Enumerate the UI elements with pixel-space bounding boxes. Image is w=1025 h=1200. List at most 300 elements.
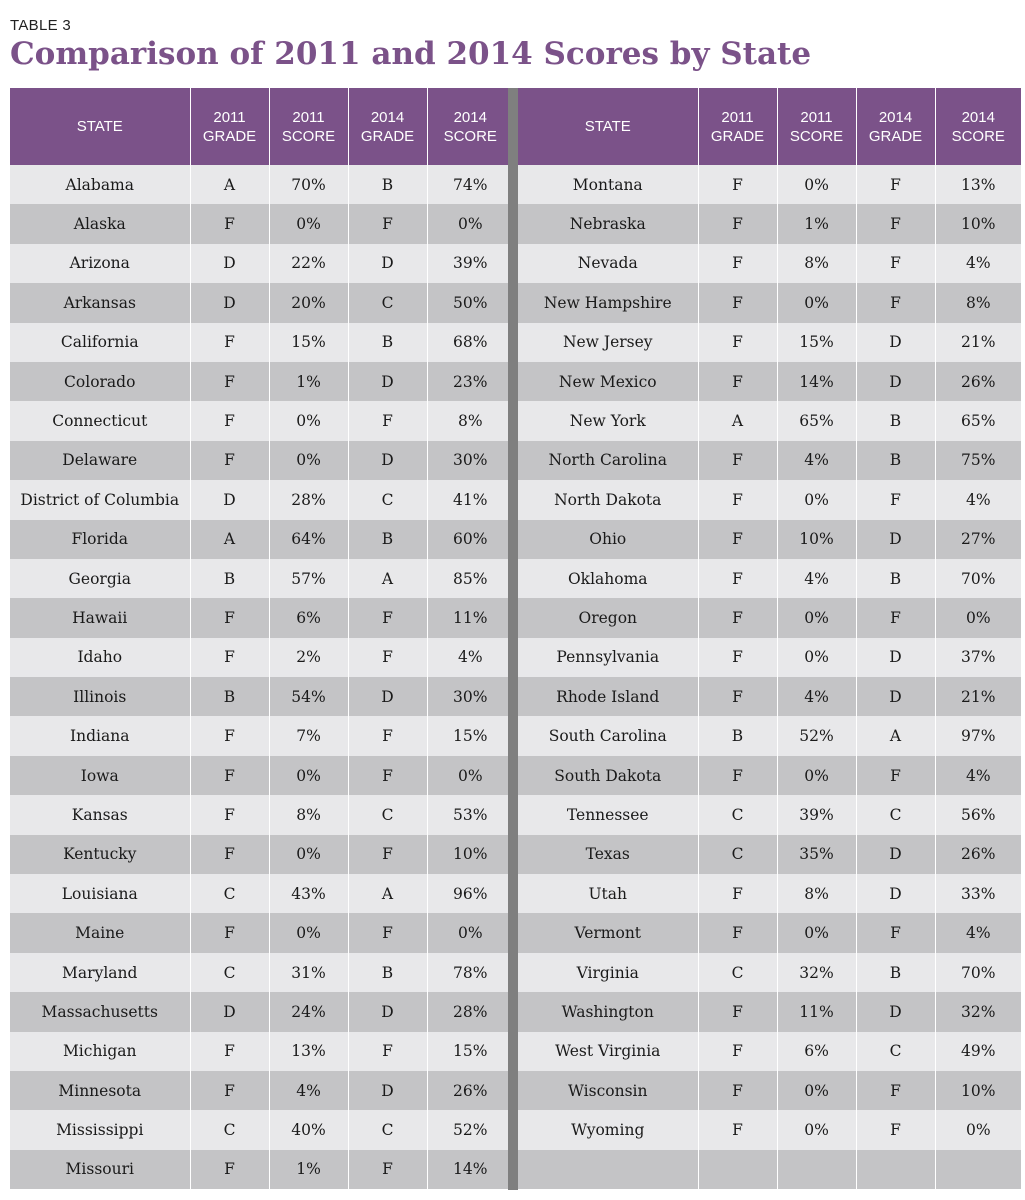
grade-2011-cell: F <box>190 756 269 795</box>
score-2011-cell: 10% <box>777 520 856 559</box>
score-2014-cell: 50% <box>427 283 513 322</box>
grade-2011-cell: F <box>698 441 777 480</box>
state-cell: Nevada <box>518 244 698 283</box>
state-cell: Tennessee <box>518 795 698 834</box>
score-2014-cell: 41% <box>427 480 513 519</box>
state-cell: Vermont <box>518 913 698 952</box>
grade-2011-cell: F <box>190 716 269 755</box>
score-2011-cell: 0% <box>777 1110 856 1149</box>
score-2014-cell: 39% <box>427 244 513 283</box>
score-2014-cell: 33% <box>935 874 1021 913</box>
column-divider <box>508 88 518 1190</box>
header-row <box>518 88 1021 165</box>
score-2011-cell: 8% <box>777 874 856 913</box>
score-2014-cell: 8% <box>935 283 1021 322</box>
grade-2014-cell: C <box>348 480 427 519</box>
table-row <box>10 1071 513 1110</box>
grade-2014-cell: F <box>348 716 427 755</box>
state-cell: Arkansas <box>10 283 190 322</box>
state-cell: Alaska <box>10 204 190 243</box>
score-2011-cell: 0% <box>269 756 348 795</box>
table-row <box>518 480 1021 519</box>
score-2011-cell: 43% <box>269 874 348 913</box>
table-row <box>518 716 1021 755</box>
state-cell: West Virginia <box>518 1032 698 1071</box>
score-2011-cell: 64% <box>269 520 348 559</box>
score-2011-cell: 0% <box>269 913 348 952</box>
score-2014-cell: 10% <box>935 1071 1021 1110</box>
score-2014-cell: 15% <box>427 716 513 755</box>
grade-2014-cell: D <box>348 677 427 716</box>
score-2011-cell: 15% <box>269 323 348 362</box>
score-2014-cell: 23% <box>427 362 513 401</box>
score-2011-cell: 31% <box>269 953 348 992</box>
score-2011-cell: 0% <box>269 401 348 440</box>
score-2011-cell: 22% <box>269 244 348 283</box>
table-row <box>10 204 513 243</box>
table-row <box>518 795 1021 834</box>
score-2011-cell: 4% <box>777 677 856 716</box>
table-row <box>518 323 1021 362</box>
grade-2014-cell: C <box>856 1032 935 1071</box>
grade-2011-cell: F <box>190 1071 269 1110</box>
score-2011-cell: 0% <box>777 913 856 952</box>
table-row <box>518 244 1021 283</box>
score-2014-cell: 10% <box>427 835 513 874</box>
grade-2014-cell <box>856 1150 935 1189</box>
score-2014-cell: 26% <box>935 835 1021 874</box>
score-2011-cell: 24% <box>269 992 348 1031</box>
table-row <box>10 638 513 677</box>
table-row <box>10 953 513 992</box>
grade-2014-cell: C <box>348 283 427 322</box>
score-2011-cell: 8% <box>269 795 348 834</box>
score-2011-cell: 6% <box>269 598 348 637</box>
score-2014-cell: 0% <box>427 913 513 952</box>
state-cell: New Hampshire <box>518 283 698 322</box>
score-2014-cell: 8% <box>427 401 513 440</box>
score-2014-cell: 0% <box>935 1110 1021 1149</box>
grade-2011-cell: F <box>698 992 777 1031</box>
score-2014-cell: 14% <box>427 1150 513 1189</box>
table-row <box>518 401 1021 440</box>
score-2011-cell: 65% <box>777 401 856 440</box>
state-cell: Utah <box>518 874 698 913</box>
score-2011-cell: 15% <box>777 323 856 362</box>
header-2014-grade: 2014 GRADE <box>348 88 427 165</box>
grade-2014-cell: F <box>348 913 427 952</box>
score-2014-cell: 37% <box>935 638 1021 677</box>
score-2014-cell: 4% <box>427 638 513 677</box>
score-2014-cell: 75% <box>935 441 1021 480</box>
table-row <box>10 401 513 440</box>
header-2011-score: 2011 SCORE <box>269 88 348 165</box>
state-cell: Idaho <box>10 638 190 677</box>
score-2014-cell: 74% <box>427 165 513 204</box>
header-2014-grade: 2014 GRADE <box>856 88 935 165</box>
score-2011-cell: 0% <box>269 835 348 874</box>
table-row <box>518 677 1021 716</box>
grade-2011-cell: F <box>698 677 777 716</box>
score-2011-cell: 52% <box>777 716 856 755</box>
score-2014-cell: 30% <box>427 441 513 480</box>
table-row <box>10 323 513 362</box>
grade-2014-cell: F <box>856 480 935 519</box>
grade-2011-cell: F <box>698 362 777 401</box>
score-2011-cell: 54% <box>269 677 348 716</box>
score-2014-cell: 49% <box>935 1032 1021 1071</box>
score-2011-cell: 0% <box>777 756 856 795</box>
table-row <box>10 598 513 637</box>
grade-2011-cell: F <box>698 598 777 637</box>
state-cell: Illinois <box>10 677 190 716</box>
grade-2014-cell: D <box>856 362 935 401</box>
grade-2014-cell: C <box>348 1110 427 1149</box>
grade-2011-cell: A <box>190 165 269 204</box>
table-label: TABLE 3 <box>10 17 72 34</box>
state-cell: North Dakota <box>518 480 698 519</box>
grade-2011-cell: A <box>698 401 777 440</box>
score-2011-cell: 0% <box>777 165 856 204</box>
scores-table-right <box>518 88 1021 1189</box>
table-row <box>518 559 1021 598</box>
grade-2014-cell: F <box>348 638 427 677</box>
table-row <box>10 1032 513 1071</box>
grade-2011-cell: F <box>190 1150 269 1189</box>
state-cell: Kentucky <box>10 835 190 874</box>
grade-2014-cell: B <box>348 953 427 992</box>
grade-2014-cell: B <box>856 559 935 598</box>
state-cell: Louisiana <box>10 874 190 913</box>
grade-2011-cell: F <box>698 204 777 243</box>
state-cell: Colorado <box>10 362 190 401</box>
grade-2014-cell: D <box>348 244 427 283</box>
score-2014-cell: 4% <box>935 480 1021 519</box>
score-2014-cell: 13% <box>935 165 1021 204</box>
state-cell: Montana <box>518 165 698 204</box>
grade-2011-cell: F <box>190 323 269 362</box>
grade-2011-cell <box>698 1150 777 1189</box>
grade-2014-cell: D <box>856 520 935 559</box>
grade-2011-cell: D <box>190 244 269 283</box>
table-row <box>518 441 1021 480</box>
score-2014-cell: 15% <box>427 1032 513 1071</box>
score-2011-cell: 70% <box>269 165 348 204</box>
score-2011-cell: 1% <box>269 1150 348 1189</box>
state-cell: Wyoming <box>518 1110 698 1149</box>
grade-2011-cell: F <box>698 480 777 519</box>
grade-2014-cell: D <box>348 362 427 401</box>
grade-2014-cell: F <box>348 598 427 637</box>
score-2014-cell: 52% <box>427 1110 513 1149</box>
score-2011-cell: 11% <box>777 992 856 1031</box>
grade-2014-cell: D <box>348 441 427 480</box>
state-cell: Oklahoma <box>518 559 698 598</box>
score-2011-cell: 7% <box>269 716 348 755</box>
score-2014-cell: 70% <box>935 953 1021 992</box>
score-2014-cell: 28% <box>427 992 513 1031</box>
state-cell <box>518 1150 698 1189</box>
score-2014-cell: 70% <box>935 559 1021 598</box>
score-2011-cell: 20% <box>269 283 348 322</box>
grade-2014-cell: F <box>348 756 427 795</box>
header-2011-grade: 2011 GRADE <box>698 88 777 165</box>
score-2014-cell: 10% <box>935 204 1021 243</box>
grade-2011-cell: F <box>190 441 269 480</box>
grade-2014-cell: F <box>856 283 935 322</box>
state-cell: South Carolina <box>518 716 698 755</box>
state-cell: Washington <box>518 992 698 1031</box>
header-2011-grade: 2011 GRADE <box>190 88 269 165</box>
score-2014-cell: 26% <box>427 1071 513 1110</box>
table-row <box>518 204 1021 243</box>
grade-2014-cell: F <box>856 165 935 204</box>
score-2014-cell: 65% <box>935 401 1021 440</box>
table-row <box>518 598 1021 637</box>
table-row <box>10 165 513 204</box>
table-row <box>518 992 1021 1031</box>
table-row <box>10 441 513 480</box>
score-2011-cell <box>777 1150 856 1189</box>
state-cell: Alabama <box>10 165 190 204</box>
table-row <box>10 913 513 952</box>
state-cell: Rhode Island <box>518 677 698 716</box>
table-row <box>518 638 1021 677</box>
score-2014-cell: 96% <box>427 874 513 913</box>
grade-2011-cell: F <box>698 559 777 598</box>
score-2011-cell: 2% <box>269 638 348 677</box>
score-2011-cell: 13% <box>269 1032 348 1071</box>
table-row <box>10 244 513 283</box>
table-row <box>518 1110 1021 1149</box>
table-row <box>518 756 1021 795</box>
state-cell: Minnesota <box>10 1071 190 1110</box>
score-2014-cell: 4% <box>935 913 1021 952</box>
table-row <box>10 362 513 401</box>
grade-2014-cell: D <box>856 638 935 677</box>
score-2011-cell: 4% <box>777 441 856 480</box>
table-row <box>10 992 513 1031</box>
score-2014-cell: 21% <box>935 323 1021 362</box>
state-cell: Nebraska <box>518 204 698 243</box>
state-cell: Kansas <box>10 795 190 834</box>
table-row <box>518 1071 1021 1110</box>
state-cell: Massachusetts <box>10 992 190 1031</box>
grade-2014-cell: F <box>348 835 427 874</box>
grade-2014-cell: D <box>348 1071 427 1110</box>
grade-2011-cell: F <box>190 638 269 677</box>
grade-2011-cell: F <box>190 795 269 834</box>
score-2014-cell: 26% <box>935 362 1021 401</box>
grade-2014-cell: F <box>856 756 935 795</box>
state-cell: Maine <box>10 913 190 952</box>
score-2011-cell: 0% <box>777 598 856 637</box>
score-2011-cell: 0% <box>777 283 856 322</box>
score-2011-cell: 28% <box>269 480 348 519</box>
grade-2011-cell: F <box>190 1032 269 1071</box>
grade-2014-cell: F <box>856 1071 935 1110</box>
grade-2014-cell: F <box>348 1150 427 1189</box>
grade-2014-cell: D <box>856 323 935 362</box>
state-cell: Arizona <box>10 244 190 283</box>
grade-2014-cell: A <box>348 874 427 913</box>
score-2014-cell: 85% <box>427 559 513 598</box>
header-2011-score: 2011 SCORE <box>777 88 856 165</box>
grade-2011-cell: F <box>190 835 269 874</box>
table-row <box>10 1150 513 1189</box>
header-row <box>10 88 513 165</box>
header-2014-score: 2014 SCORE <box>935 88 1021 165</box>
grade-2011-cell: F <box>698 323 777 362</box>
score-2011-cell: 57% <box>269 559 348 598</box>
table-row <box>518 874 1021 913</box>
grade-2011-cell: A <box>190 520 269 559</box>
grade-2011-cell: F <box>190 401 269 440</box>
score-2011-cell: 8% <box>777 244 856 283</box>
grade-2011-cell: F <box>190 204 269 243</box>
grade-2011-cell: C <box>190 1110 269 1149</box>
state-cell: South Dakota <box>518 756 698 795</box>
table-row <box>10 559 513 598</box>
score-2011-cell: 4% <box>777 559 856 598</box>
table-row <box>518 362 1021 401</box>
state-cell: Texas <box>518 835 698 874</box>
grade-2014-cell: C <box>348 795 427 834</box>
score-2014-cell: 0% <box>935 598 1021 637</box>
table-row <box>10 716 513 755</box>
grade-2014-cell: F <box>856 204 935 243</box>
grade-2014-cell: F <box>856 598 935 637</box>
score-2011-cell: 0% <box>269 204 348 243</box>
grade-2014-cell: F <box>348 401 427 440</box>
score-2014-cell: 30% <box>427 677 513 716</box>
table-row <box>10 1110 513 1149</box>
grade-2011-cell: C <box>190 953 269 992</box>
score-2011-cell: 4% <box>269 1071 348 1110</box>
grade-2014-cell: B <box>348 165 427 204</box>
table-row <box>10 677 513 716</box>
score-2011-cell: 14% <box>777 362 856 401</box>
state-cell: Oregon <box>518 598 698 637</box>
state-cell: New Mexico <box>518 362 698 401</box>
grade-2011-cell: F <box>190 598 269 637</box>
grade-2011-cell: F <box>190 913 269 952</box>
table-row <box>518 913 1021 952</box>
score-2014-cell: 56% <box>935 795 1021 834</box>
grade-2014-cell: B <box>348 520 427 559</box>
table-row <box>10 283 513 322</box>
table-row <box>518 520 1021 559</box>
table-row <box>518 165 1021 204</box>
grade-2011-cell: F <box>698 520 777 559</box>
grade-2011-cell: F <box>698 165 777 204</box>
table-row <box>10 795 513 834</box>
table-row <box>518 1150 1021 1189</box>
grade-2014-cell: F <box>856 913 935 952</box>
grade-2014-cell: F <box>348 204 427 243</box>
grade-2014-cell: A <box>856 716 935 755</box>
grade-2011-cell: F <box>698 244 777 283</box>
state-cell: Ohio <box>518 520 698 559</box>
grade-2011-cell: F <box>698 1032 777 1071</box>
grade-2011-cell: F <box>190 362 269 401</box>
grade-2011-cell: F <box>698 1110 777 1149</box>
score-2014-cell: 0% <box>427 756 513 795</box>
score-2011-cell: 1% <box>777 204 856 243</box>
state-cell: California <box>10 323 190 362</box>
table-row <box>518 953 1021 992</box>
score-2014-cell: 4% <box>935 756 1021 795</box>
grade-2011-cell: F <box>698 638 777 677</box>
grade-2014-cell: F <box>348 1032 427 1071</box>
grade-2011-cell: C <box>698 795 777 834</box>
state-cell: Indiana <box>10 716 190 755</box>
table-row <box>518 1032 1021 1071</box>
grade-2011-cell: B <box>698 716 777 755</box>
state-cell: Connecticut <box>10 401 190 440</box>
state-cell: Wisconsin <box>518 1071 698 1110</box>
table-row <box>10 835 513 874</box>
score-2014-cell: 53% <box>427 795 513 834</box>
state-cell: District of Columbia <box>10 480 190 519</box>
page-title: Comparison of 2011 and 2014 Scores by State <box>10 36 812 72</box>
state-cell: Missouri <box>10 1150 190 1189</box>
score-2014-cell: 4% <box>935 244 1021 283</box>
score-2011-cell: 32% <box>777 953 856 992</box>
state-cell: Florida <box>10 520 190 559</box>
state-cell: North Carolina <box>518 441 698 480</box>
score-2014-cell: 78% <box>427 953 513 992</box>
grade-2014-cell: F <box>856 244 935 283</box>
score-2011-cell: 0% <box>777 1071 856 1110</box>
grade-2011-cell: C <box>698 953 777 992</box>
grade-2011-cell: B <box>190 677 269 716</box>
state-cell: New York <box>518 401 698 440</box>
grade-2011-cell: F <box>698 283 777 322</box>
table-row <box>10 874 513 913</box>
score-2011-cell: 0% <box>777 638 856 677</box>
table-row <box>10 480 513 519</box>
grade-2014-cell: B <box>856 953 935 992</box>
state-cell: Pennsylvania <box>518 638 698 677</box>
grade-2014-cell: B <box>348 323 427 362</box>
score-2014-cell: 11% <box>427 598 513 637</box>
grade-2014-cell: D <box>856 992 935 1031</box>
state-cell: Delaware <box>10 441 190 480</box>
score-2011-cell: 40% <box>269 1110 348 1149</box>
score-2014-cell: 21% <box>935 677 1021 716</box>
grade-2014-cell: B <box>856 401 935 440</box>
state-cell: Michigan <box>10 1032 190 1071</box>
score-2014-cell: 32% <box>935 992 1021 1031</box>
grade-2014-cell: D <box>856 677 935 716</box>
grade-2014-cell: A <box>348 559 427 598</box>
score-2014-cell: 68% <box>427 323 513 362</box>
grade-2014-cell: D <box>856 835 935 874</box>
state-cell: Virginia <box>518 953 698 992</box>
grade-2014-cell: D <box>856 874 935 913</box>
grade-2011-cell: F <box>698 874 777 913</box>
grade-2014-cell: F <box>856 1110 935 1149</box>
score-2011-cell: 1% <box>269 362 348 401</box>
grade-2011-cell: C <box>698 835 777 874</box>
score-2014-cell: 60% <box>427 520 513 559</box>
score-2014-cell: 0% <box>427 204 513 243</box>
table-row <box>518 283 1021 322</box>
score-2011-cell: 0% <box>269 441 348 480</box>
grade-2014-cell: D <box>348 992 427 1031</box>
grade-2011-cell: F <box>698 913 777 952</box>
